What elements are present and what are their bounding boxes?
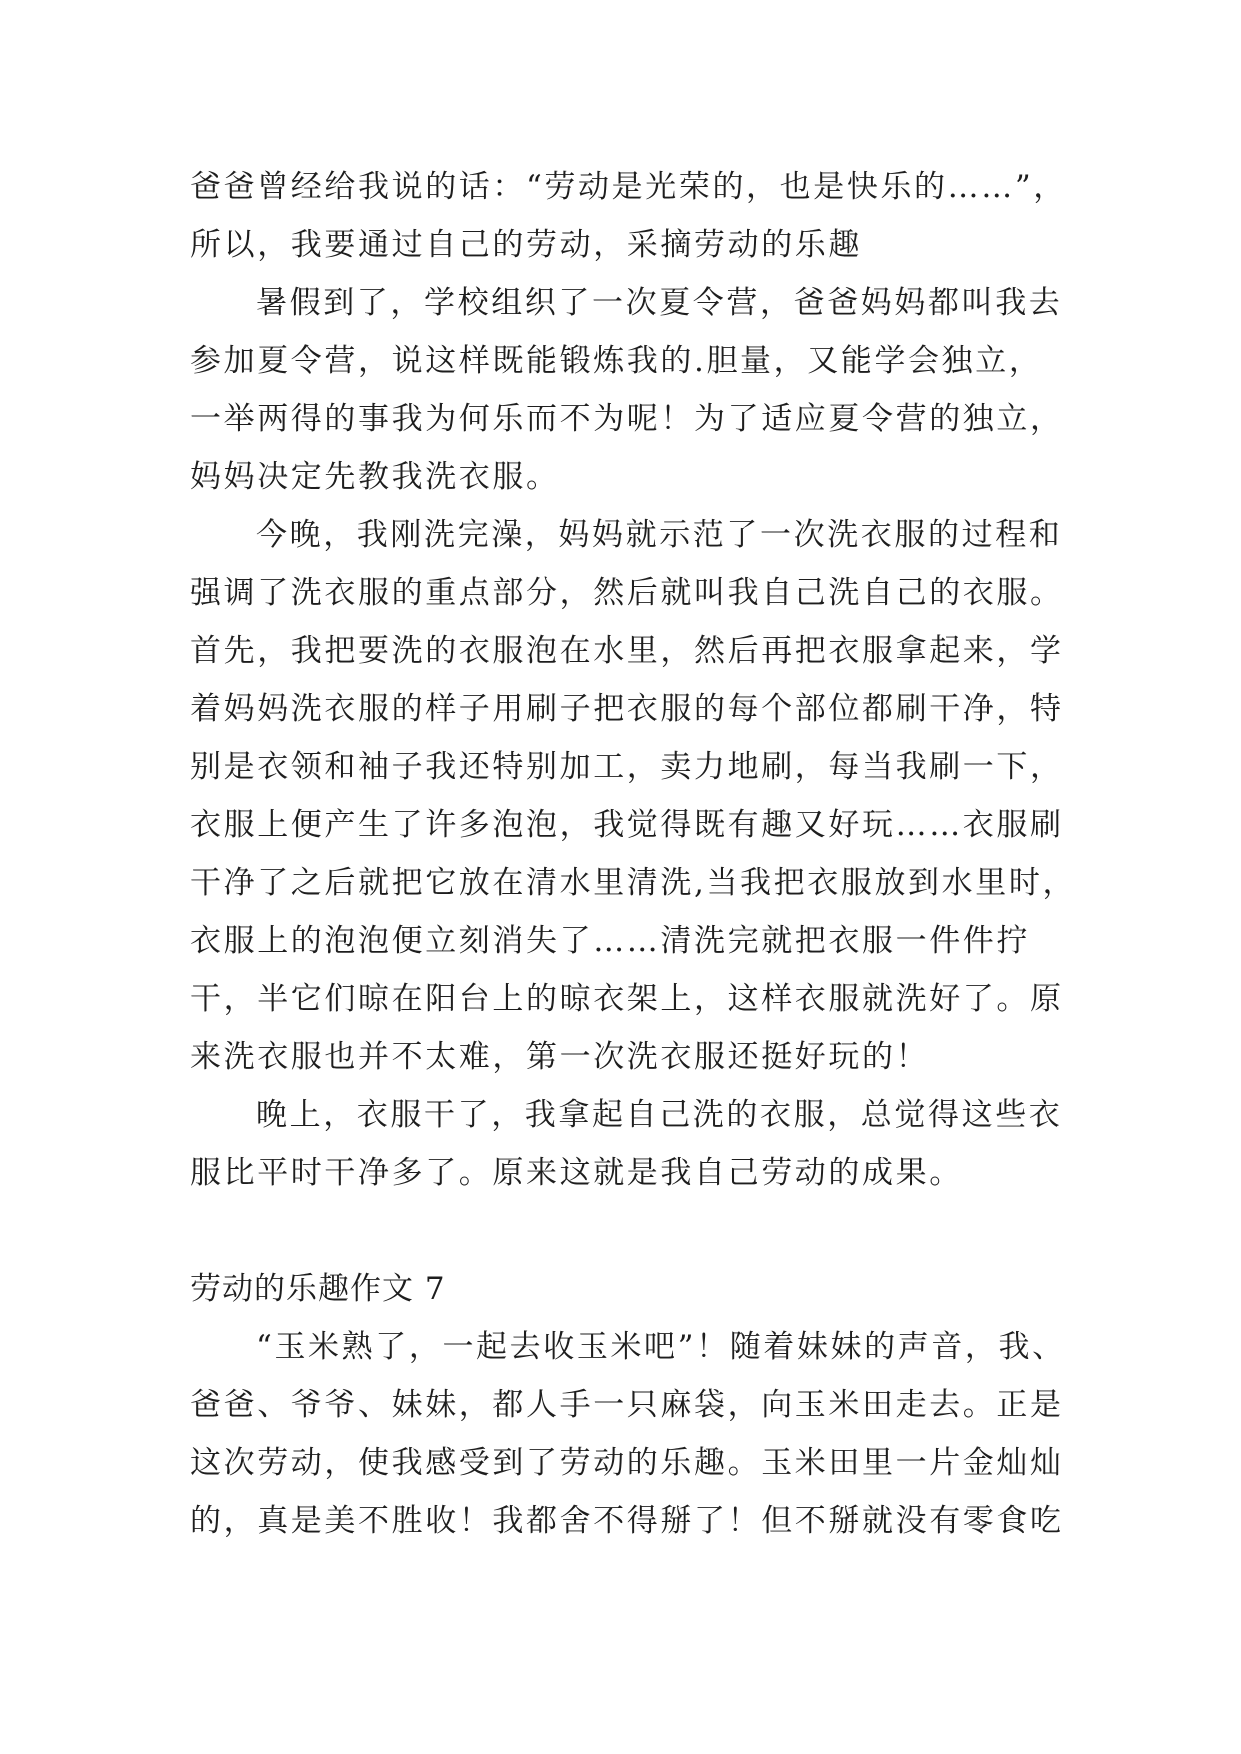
- text-line: 干，半它们晾在阳台上的晾衣架上，这样衣服就洗好了。原: [190, 981, 1064, 1017]
- section-heading: 劳动的乐趣作文 7: [190, 1271, 446, 1307]
- text-line: 这次劳动，使我感受到了劳动的乐趣。玉米田里一片金灿灿: [190, 1445, 1064, 1481]
- text-line: 别是衣领和袖子我还特别加工，卖力地刷，每当我刷一下，: [190, 749, 1064, 785]
- paragraph-start-line: 晚上，衣服干了，我拿起自己洗的衣服，总觉得这些衣: [256, 1097, 1063, 1133]
- text-line: 参加夏令营，说这样既能锻炼我的.胆量，又能学会独立，: [190, 343, 1043, 379]
- text-line: 着妈妈洗衣服的样子用刷子把衣服的每个部位都刷干净，特: [190, 691, 1064, 727]
- text-line: 干净了之后就把它放在清水里清洗,当我把衣服放到水里时，: [190, 865, 1077, 901]
- text-line: 妈妈决定先教我洗衣服。: [190, 459, 560, 495]
- text-line: 的，真是美不胜收！我都舍不得掰了！但不掰就没有零食吃: [190, 1503, 1064, 1539]
- paragraph-start-line: 今晚，我刚洗完澡，妈妈就示范了一次洗衣服的过程和: [256, 517, 1063, 553]
- text-line: 来洗衣服也并不太难，第一次洗衣服还挺好玩的！: [190, 1039, 930, 1075]
- text-line: 强调了洗衣服的重点部分，然后就叫我自己洗自己的衣服。: [190, 575, 1064, 611]
- text-line: 爸爸曾经给我说的话：“劳动是光荣的，也是快乐的……”，: [190, 169, 1067, 205]
- paragraph-gap: [190, 1202, 1060, 1260]
- document-body: [190, 158, 1077, 1550]
- text-line: 所以，我要通过自己的劳动，采摘劳动的乐趣: [190, 227, 862, 263]
- text-line: 一举两得的事我为何乐而不为呢！为了适应夏令营的独立，: [190, 401, 1064, 437]
- paragraph-start-line: 暑假到了，学校组织了一次夏令营，爸爸妈妈都叫我去: [256, 285, 1063, 321]
- text-line: 服比平时干净多了。原来这就是我自己劳动的成果。: [190, 1155, 963, 1191]
- text-line: 首先，我把要洗的衣服泡在水里，然后再把衣服拿起来，学: [190, 633, 1064, 669]
- text-line: 爸爸、爷爷、妹妹，都人手一只麻袋，向玉米田走去。正是: [190, 1387, 1064, 1423]
- text-line: 衣服上的泡泡便立刻消失了……清洗完就把衣服一件件拧: [190, 923, 1030, 959]
- paragraph-start-line: “玉米熟了，一起去收玉米吧”！随着妹妹的声音，我、: [256, 1329, 1066, 1365]
- text-line: 衣服上便产生了许多泡泡，我觉得既有趣又好玩……衣服刷: [190, 807, 1064, 843]
